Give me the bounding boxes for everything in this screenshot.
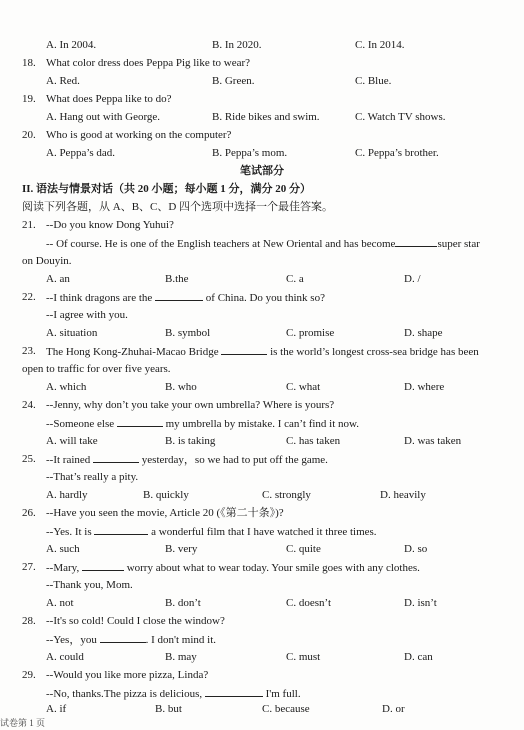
q27-line1-text: --Mary, [46, 562, 80, 574]
q27-line1-end: worry about what to wear today. Your smile goes with any clothes. [126, 562, 420, 574]
q21-line2-text: -- Of course. He is one of the English teachers at New Oriental and has become [46, 238, 396, 250]
q17-option-a: A. In 2004. [46, 39, 97, 51]
q21-line3: on Douyin. [22, 255, 72, 267]
q27-number: 27. [22, 561, 36, 573]
q22-line1-text: --I think dragons are the [46, 292, 153, 304]
q28-line1: --It's so cold! Could I close the window? [46, 615, 225, 627]
q26-line2-end: a wonderful film that I have watched it three times. [151, 526, 377, 538]
q21-option-c: C. a [286, 273, 304, 285]
q28-option-c: C. must [286, 651, 321, 663]
q22-number: 22. [22, 291, 36, 303]
q25-line1 [46, 452, 328, 467]
q23-option-b: B. who [165, 381, 197, 393]
q26-blank [94, 524, 148, 535]
q20-question: Who is good at working on the computer? [46, 129, 232, 141]
q24-line2 [46, 416, 359, 431]
q26-option-c: C. quite [286, 543, 321, 555]
q19-option-c: C. Watch TV shows. [355, 111, 446, 123]
q29-option-b: B. but [155, 703, 182, 715]
q21-number: 21. [22, 219, 36, 231]
q27-line2: --Thank you, Mom. [46, 579, 133, 591]
q25-number: 25. [22, 453, 36, 465]
q24-line1: --Jenny, why don’t you take your own umbrella? Where is yours? [46, 399, 335, 411]
q27-option-c: C. doesn’t [286, 597, 332, 609]
q29-line2 [46, 686, 301, 701]
q23-number: 23. [22, 345, 36, 357]
q18-option-b: B. Green. [212, 75, 255, 87]
q23-option-c: C. what [286, 381, 321, 393]
q24-number: 24. [22, 399, 36, 411]
q21-line2 [46, 236, 480, 251]
q28-blank [100, 632, 146, 643]
q23-line1-text: The Hong Kong-Zhuhai-Macao Bridge [46, 346, 219, 358]
q25-option-c: C. strongly [262, 489, 311, 501]
q28-line2-end: . I don't mind it. [145, 634, 217, 646]
q22-blank [155, 290, 203, 301]
q20-option-c: C. Peppa’s brother. [355, 147, 439, 159]
q20-option-b: B. Peppa’s mom. [212, 147, 288, 159]
q21-option-a: A. an [46, 273, 70, 285]
q28-line2 [46, 632, 216, 647]
q25-option-a: A. hardly [46, 489, 88, 501]
q27-option-d: D. isn’t [404, 597, 437, 609]
q27-option-b: B. don’t [165, 597, 201, 609]
q17-option-b: B. In 2020. [212, 39, 262, 51]
q21-blank [395, 236, 437, 247]
q25-line1-text: --It rained [46, 454, 91, 466]
q23-line1 [46, 344, 479, 359]
q29-line2-end: I'm full. [265, 688, 301, 700]
q26-line2-text: --Yes. It is [46, 526, 92, 538]
q24-option-c: C. has taken [286, 435, 341, 447]
q22-option-c: C. promise [286, 327, 335, 339]
q24-option-a: A. will take [46, 435, 98, 447]
q22-line1-end: of China. Do you think so? [205, 292, 325, 304]
q27-blank [82, 560, 124, 571]
q22-option-a: A. situation [46, 327, 98, 339]
q21-option-d: D. / [404, 273, 421, 285]
q21-option-b: B.the [165, 273, 189, 285]
q22-option-b: B. symbol [165, 327, 211, 339]
q26-option-b: B. very [165, 543, 198, 555]
q27-line1 [46, 560, 420, 575]
q24-blank [117, 416, 163, 427]
q23-line2: open to traffic for over five years. [22, 363, 171, 375]
q25-blank [93, 452, 139, 463]
q29-option-d: D. or [382, 703, 405, 715]
q29-line1: --Would you like more pizza, Linda? [46, 669, 209, 681]
q18-option-c: C. Blue. [355, 75, 392, 87]
q25-option-b: B. quickly [143, 489, 189, 501]
q20-option-a: A. Peppa’s dad. [46, 147, 116, 159]
q24-line2-end: my umbrella by mistake. I can’t find it now. [165, 418, 360, 430]
q21-line2-end: super star [437, 238, 480, 250]
q19-question: What does Peppa like to do? [46, 93, 172, 105]
section2-title: II. 语法与情景对话（共 20 小题；每小题 1 分，满分 20 分） [22, 183, 312, 195]
q28-line2-text: --Yes，you [46, 634, 97, 646]
q19-number: 19. [22, 93, 36, 105]
q18-number: 18. [22, 57, 36, 69]
q22-option-d: D. shape [404, 327, 443, 339]
q17-option-c: C. In 2014. [355, 39, 405, 51]
q29-number: 29. [22, 669, 36, 681]
q26-line2 [46, 524, 377, 539]
q18-option-a: A. Red. [46, 75, 80, 87]
q19-option-a: A. Hang out with George. [46, 111, 161, 123]
q24-option-b: B. is taking [165, 435, 216, 447]
q25-option-d: D. heavily [380, 489, 426, 501]
page-footer: 试卷第 1 页 [0, 718, 46, 728]
q22-line1 [46, 290, 325, 305]
q26-option-d: D. so [404, 543, 428, 555]
q28-option-b: B. may [165, 651, 197, 663]
q26-number: 26. [22, 507, 36, 519]
section-written-heading: 笔试部分 [240, 165, 284, 177]
q26-option-a: A. such [46, 543, 80, 555]
q28-number: 28. [22, 615, 36, 627]
q29-option-c: C. because [262, 703, 310, 715]
q26-line1: --Have you seen the movie, Article 20 (《第二十条》)? [46, 507, 284, 519]
q29-blank [205, 686, 263, 697]
q23-option-a: A. which [46, 381, 87, 393]
q20-number: 20. [22, 129, 36, 141]
q25-line2: --That’s really a pity. [46, 471, 139, 483]
q24-line2-text: --Someone else [46, 418, 115, 430]
q28-option-d: D. can [404, 651, 433, 663]
q19-option-b: B. Ride bikes and swim. [212, 111, 320, 123]
q21-line1: --Do you know Dong Yuhui? [46, 219, 174, 231]
q24-option-d: D. was taken [404, 435, 462, 447]
q28-option-a: A. could [46, 651, 84, 663]
q22-line2: --I agree with you. [46, 309, 128, 321]
q23-blank [221, 344, 267, 355]
q18-question: What color dress does Peppa Pig like to wear? [46, 57, 251, 69]
q29-option-a: A. if [46, 703, 67, 715]
section2-instructions: 阅读下列各题，从 A、B、C、D 四个选项中选择一个最佳答案。 [22, 201, 334, 213]
q23-line1-end: is the world’s longest cross-sea bridge has been [270, 346, 479, 358]
q23-option-d: D. where [404, 381, 445, 393]
q25-line1-end: yesterday，so we had to put off the game. [141, 454, 328, 466]
q27-option-a: A. not [46, 597, 74, 609]
q29-line2-text: --No, thanks.The pizza is delicious, [46, 688, 203, 700]
